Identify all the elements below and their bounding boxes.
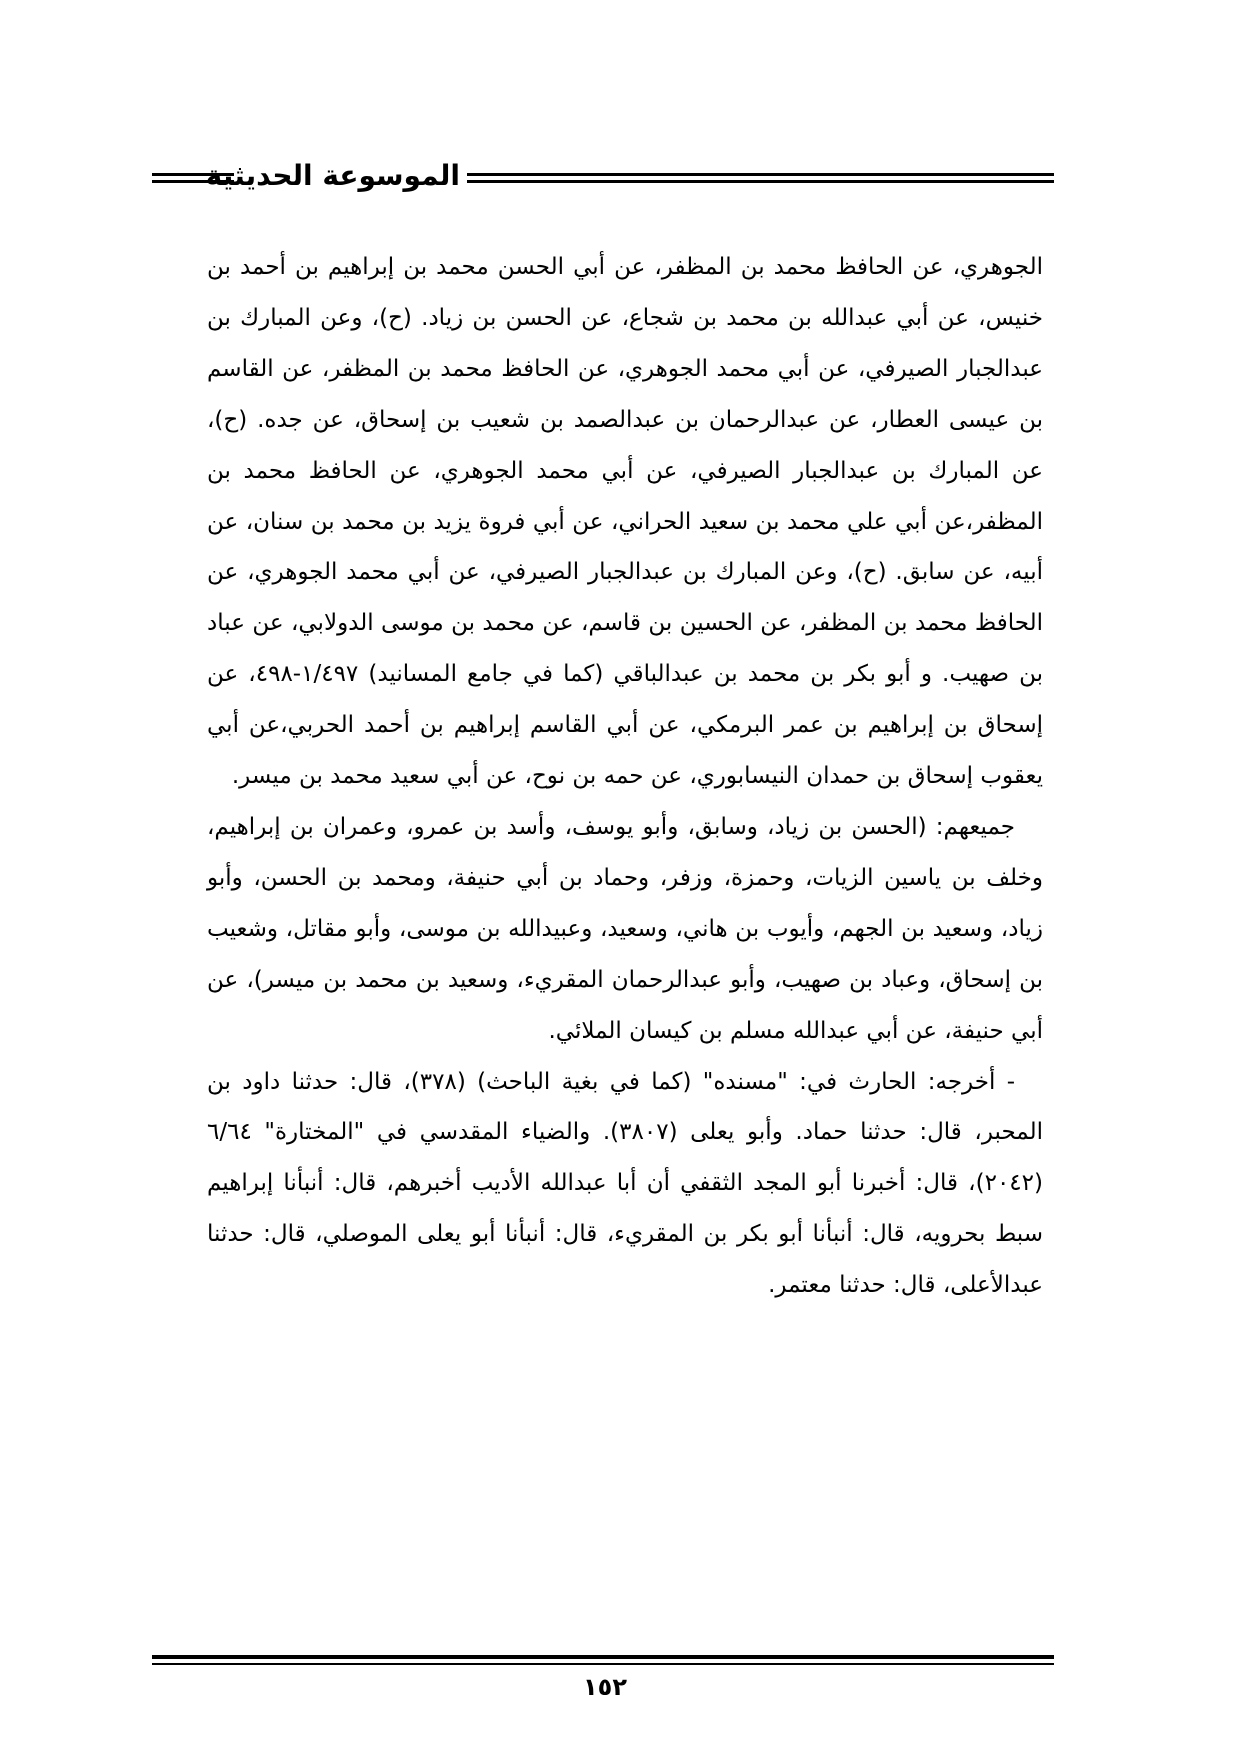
main-text xyxy=(207,242,1043,1311)
paragraph-isnad: الجوهري، عن الحافظ محمد بن المظفر، عن أبي الحسن محمد بن إبراهيم بن أحمد بن خنيس، عن أبي عبدالله بن محمد بن شجاع، عن الحسن بن زياد. (ح)، وعن المبارك بن عبدالجبار الصيرفي، عن أبي محمد الجوهري، عن الحافظ محمد بن المظفر، عن القاسم بن عيسى العطار، عن عبدالرحمان بن عبدالصمد بن شعيب بن إسحاق، عن جده. (ح)، عن المبارك بن عبدالجبار الصيرفي، عن أبي محمد الجوهري، عن الحافظ محمد بن المظفر،عن أبي علي محمد بن سعيد الحراني، عن أبي فروة يزيد بن محمد بن سنان، عن أبيه، عن سابق. (ح)، وعن المبارك بن عبدالجبار الصيرفي، عن أبي محمد الجوهري، عن الحافظ محمد بن المظفر، عن الحسين بن قاسم، عن محمد بن موسى الدولابي، عن عباد بن صهيب. و أبو بكر بن محمد بن عبدالباقي (كما في جامع المسانيد) ١/٤٩٧-٤٩٨، عن إسحاق بن إبراهيم بن عمر البرمكي، عن أبي القاسم إبراهيم بن أحمد الحربي،عن أبي يعقوب إسحاق بن حمدان النيسابوري، عن حمه بن نوح، عن أبي سعيد محمد بن ميسر. xyxy=(207,254,1044,790)
footer-rule xyxy=(152,1655,1054,1667)
header-rule-right xyxy=(467,173,1054,185)
page-number: ١٥٢ xyxy=(583,1673,627,1701)
paragraph-narrators: جميعهم: (الحسن بن زياد، وسابق، وأبو يوسف، وأسد بن عمرو، وعمران بن إبراهيم، وخلف بن ياسين الزيات، وحمزة، وزفر، وحماد بن أبي حنيفة، ومحمد بن الحسن، وأبو زياد، وسعيد بن الجهم، وأيوب بن هاني، وسعيد، وعبيدالله بن موسى، وأبو مقاتل، وشعيب بن إسحاق، وعباد بن صهيب، وأبو عبدالرحمان المقريء، وسعيد بن محمد بن ميسر)، عن أبي حنيفة، عن أبي عبدالله مسلم بن كيسان الملائي. xyxy=(207,813,1043,1044)
header-title: الموسوعة الحديثية xyxy=(205,159,460,192)
paragraph-takhrij: - أخرجه: الحارث في: "مسنده" (كما في بغية الباحث) (٣٧٨)، قال: حدثنا داود بن المحبر، قال: حدثنا حماد. وأبو يعلى (٣٨٠٧). والضياء المقدسي في "المختارة" ٦/٦٤ (٢٠٤٢)، قال: أخبرنا أبو المجد الثقفي أن أبا عبدالله الأديب أخبرهم، قال: أنبأنا إبراهيم سبط بحرويه، قال: أنبأنا أبو بكر بن المقريء، قال: أنبأنا أبو يعلى الموصلي، قال: حدثنا عبدالأعلى، قال: حدثنا معتمر. xyxy=(207,1068,1043,1299)
running-header xyxy=(152,159,1054,197)
